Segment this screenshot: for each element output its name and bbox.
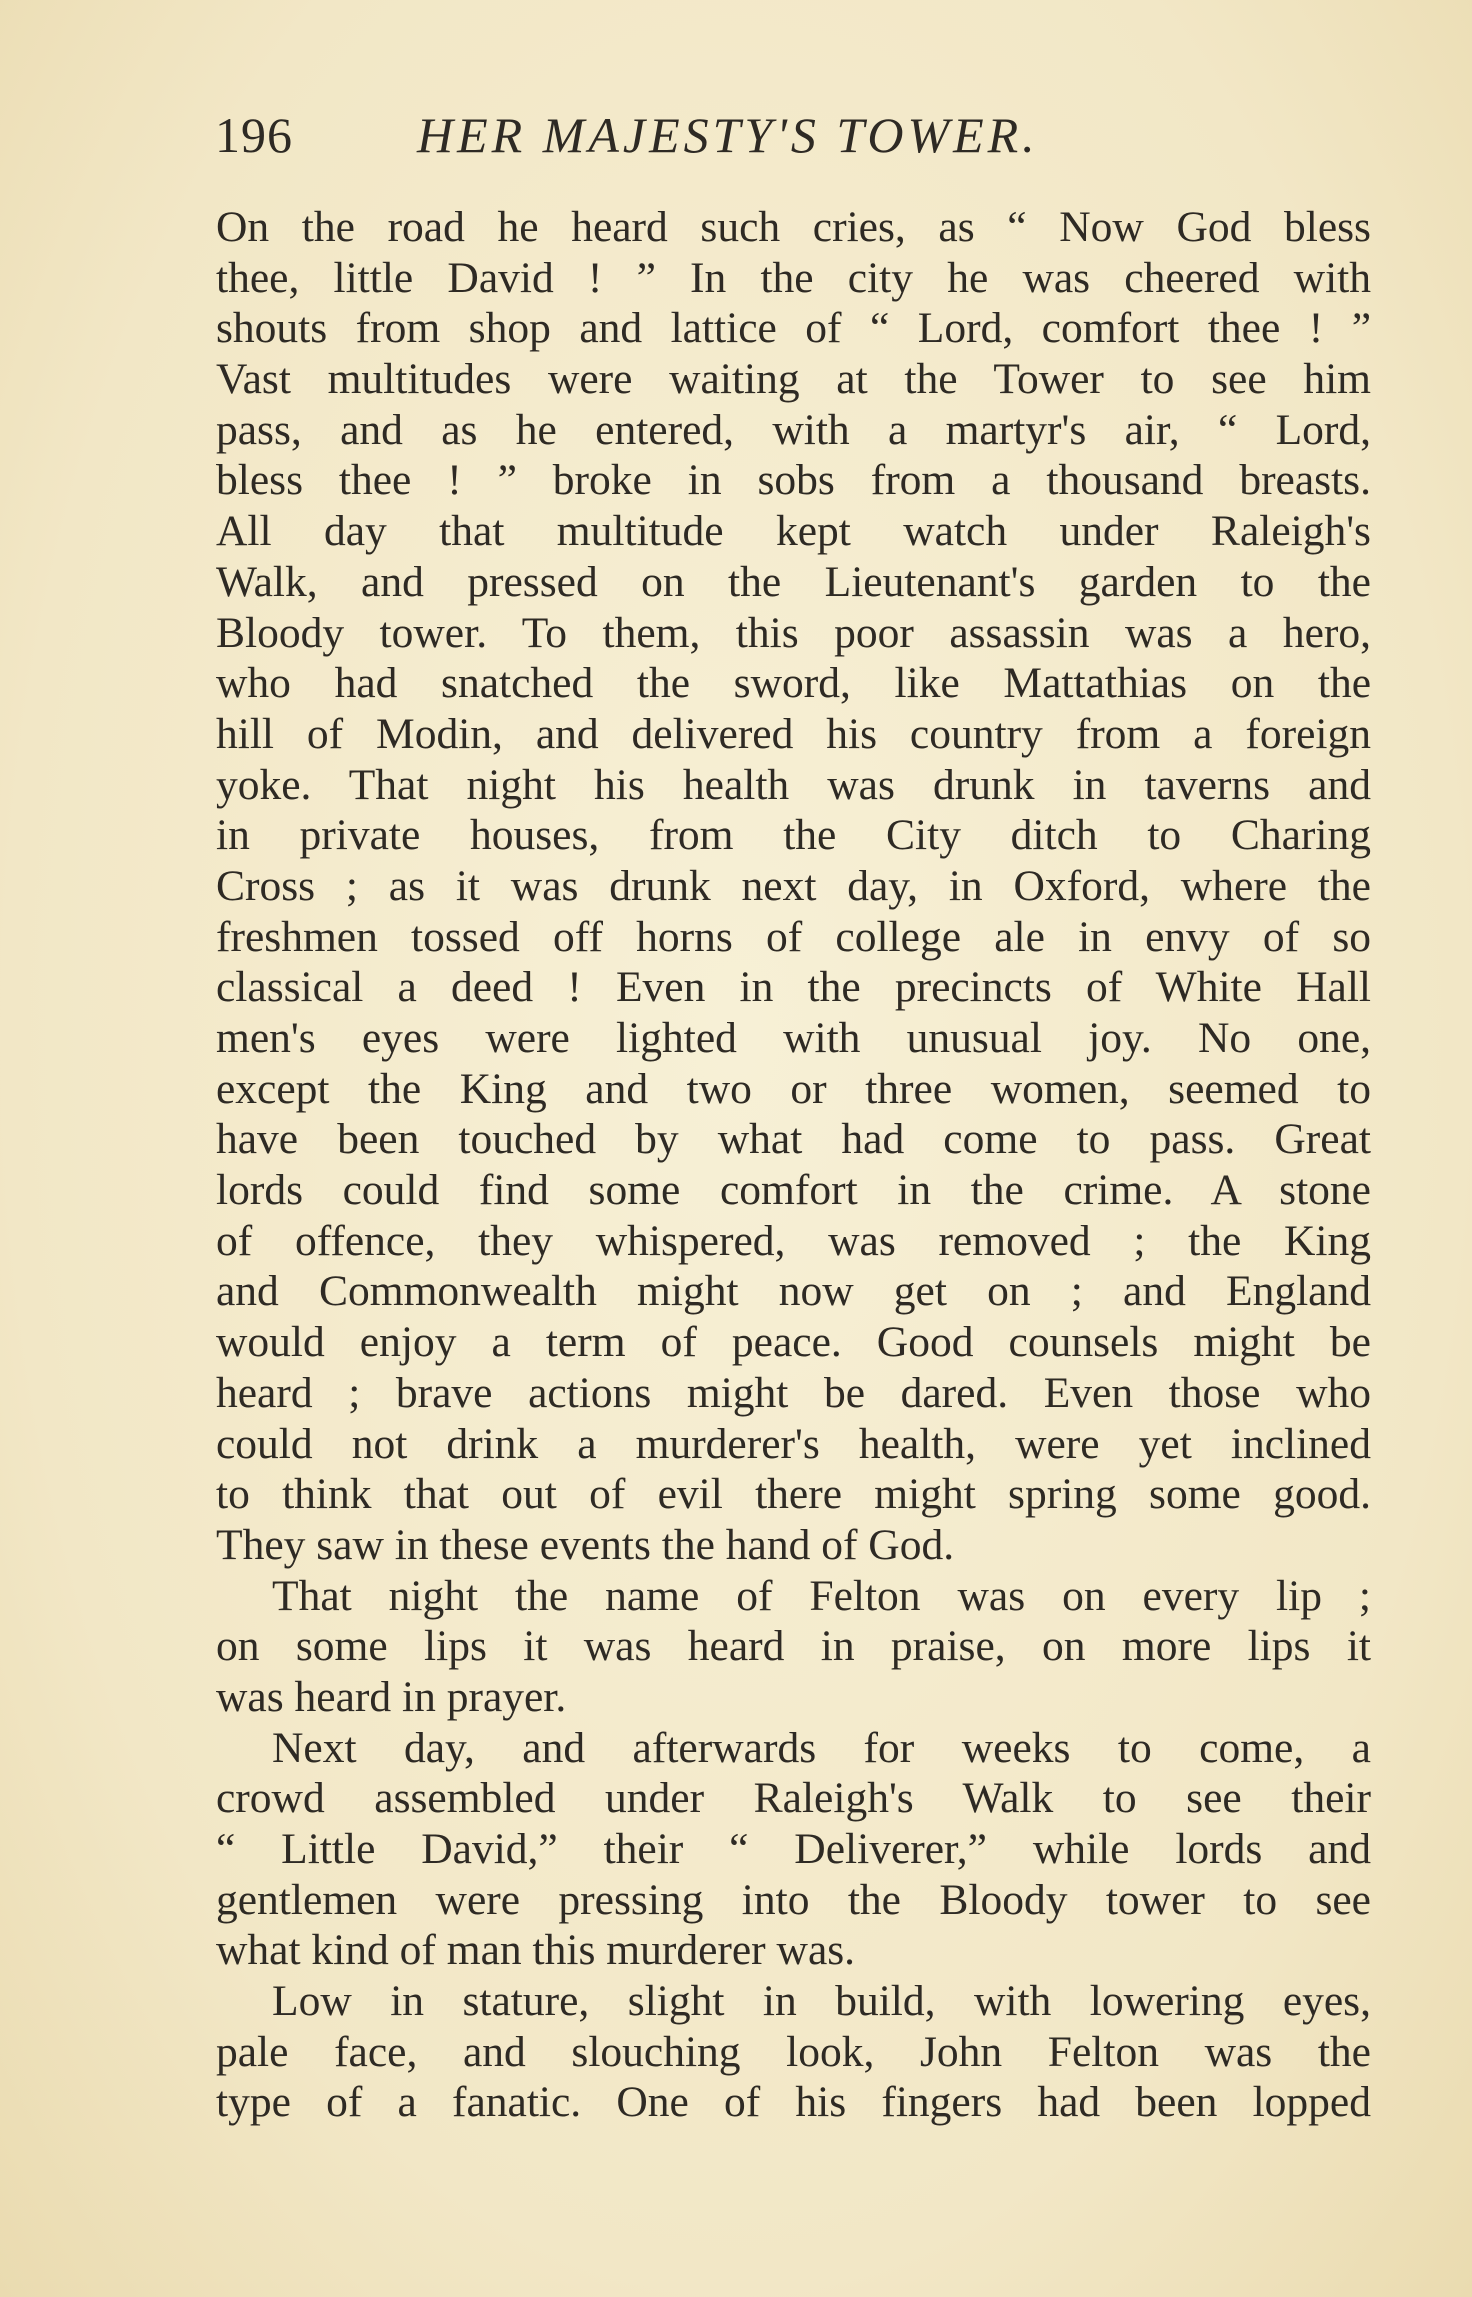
text-line: type of a fanatic. One of his fingers had been lopped — [216, 2078, 1371, 2127]
text-line: on some lips it was heard in praise, on more lips it — [216, 1622, 1371, 1671]
body-text — [216, 202, 1371, 2128]
text-line: could not drink a murderer's health, were yet inclined — [216, 1419, 1371, 1468]
page-header — [215, 100, 1370, 170]
text-line: crowd assembled under Raleigh's Walk to see their — [216, 1774, 1371, 1823]
text-line: thee, little David ! ” In the city he was cheered with — [216, 253, 1371, 302]
text-line: hill of Modin, and delivered his country from a foreign — [216, 709, 1371, 758]
text-line: Next day, and afterwards for weeks to come, a — [272, 1723, 1371, 1772]
text-line: men's eyes were lighted with unusual joy. No one, — [216, 1014, 1371, 1062]
text-line: On the road he heard such cries, as “ Now God bless — [216, 203, 1371, 251]
text-line: and Commonwealth might now get on ; and England — [216, 1267, 1371, 1316]
text-line: pass, and as he entered, with a martyr's air, “ Lord, — [216, 405, 1371, 454]
text-line: classical a deed ! Even in the precincts of White Hall — [216, 963, 1371, 1012]
text-line: bless thee ! ” broke in sobs from a thousand breasts. — [216, 456, 1371, 505]
text-line: Walk, and pressed on the Lieutenant's garden to the — [216, 557, 1371, 606]
text-line: pale face, and slouching look, John Felton was the — [216, 2027, 1371, 2076]
text-line: “ Little David,” their “ Deliverer,” while lords and — [216, 1825, 1371, 1873]
text-line: Low in stature, slight in build, with lowering eyes, — [272, 1977, 1371, 2026]
text-line: That night the name of Felton was on every lip ; — [272, 1571, 1371, 1620]
text-line: Bloody tower. To them, this poor assassin was a hero, — [216, 608, 1371, 657]
text-line: freshmen tossed off horns of college ale in envy of so — [216, 912, 1371, 961]
text-line: gentlemen were pressing into the Bloody tower to see — [216, 1875, 1371, 1924]
text-line: what kind of man this murderer was. — [216, 1926, 856, 1975]
text-line: Vast multitudes were waiting at the Tower to see him — [216, 355, 1371, 404]
text-line: yoke. That night his health was drunk in taverns and — [216, 760, 1371, 809]
text-line: who had snatched the sword, like Mattathias on the — [216, 659, 1371, 708]
text-line: heard ; brave actions might be dared. Even those who — [216, 1368, 1371, 1417]
text-line: in private houses, from the City ditch to Charing — [216, 811, 1371, 860]
page-number: 196 — [215, 107, 293, 163]
text-line: except the King and two or three women, seemed to — [216, 1064, 1371, 1113]
text-line: to think that out of evil there might spring some good. — [216, 1470, 1371, 1519]
text-line: shouts from shop and lattice of “ Lord, comfort thee ! ” — [216, 304, 1371, 353]
text-line: have been touched by what had come to pass. Great — [216, 1115, 1371, 1164]
text-line: was heard in prayer. — [216, 1672, 567, 1721]
text-line: of offence, they whispered, was removed ; the King — [216, 1216, 1371, 1265]
text-line: would enjoy a term of peace. Good counsels might be — [216, 1318, 1371, 1367]
text-line: lords could find some comfort in the crime. A stone — [216, 1166, 1371, 1215]
running-title: HER MAJESTY'S TOWER. — [417, 107, 1039, 163]
text-line: All day that multitude kept watch under Raleigh's — [216, 507, 1371, 556]
text-line: Cross ; as it was drunk next day, in Oxford, where the — [216, 861, 1371, 910]
text-line: They saw in these events the hand of God. — [216, 1520, 955, 1569]
